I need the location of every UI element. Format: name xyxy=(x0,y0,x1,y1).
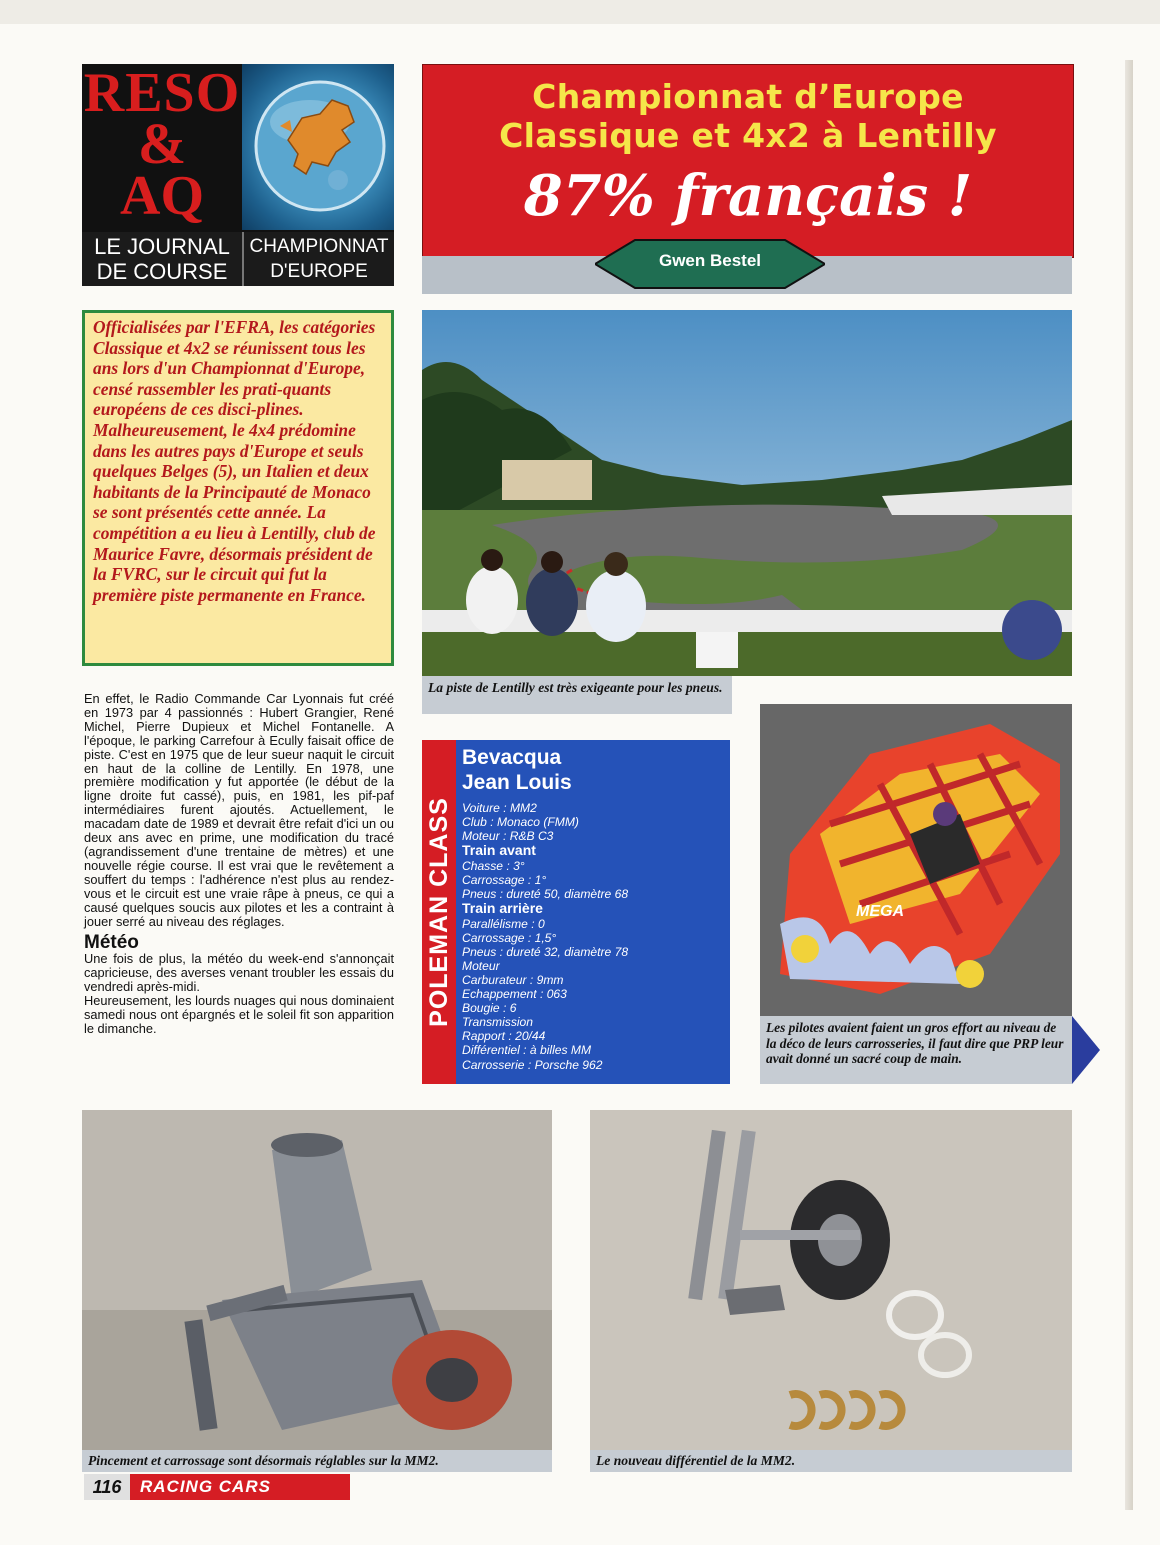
track-photo xyxy=(422,310,1072,676)
logo-subtitle-journal xyxy=(82,232,242,286)
spec-item: Voiture : MM2 xyxy=(462,801,537,815)
track-photo-image xyxy=(422,310,1072,676)
spec-section-heading: Train avant xyxy=(462,842,536,859)
poleman-label: POLEMAN CLASS xyxy=(425,797,453,1027)
spec-item: Echappement : 063 xyxy=(462,987,567,1002)
headline-line-1: Championnat d’Europe xyxy=(532,77,964,116)
car-photo xyxy=(760,704,1072,1016)
track-photo-caption: La piste de Lentilly est très exigeante pour les pneus. xyxy=(422,676,732,714)
logo-subtitle-line-1: LE JOURNAL xyxy=(94,234,230,259)
spec-item: Pneus : dureté 32, diamètre 78 xyxy=(462,944,629,959)
car-decal-text: MEGA xyxy=(856,903,904,920)
europe-globe-icon xyxy=(250,70,390,220)
car-photo-caption: Les pilotes avaient faient un gros effort au niveau de la déco de leurs carrosseries, il faut dire que PRP leur avait donné un sacré coup de main. xyxy=(760,1016,1072,1084)
differential-photo xyxy=(590,1110,1072,1450)
logo-subtitle-line-4: D'EUROPE xyxy=(270,261,368,282)
differential-photo-caption: Le nouveau différentiel de la MM2. xyxy=(590,1450,1072,1472)
page-edge xyxy=(1125,60,1133,1510)
intro-text: Officialisées par l'EFRA, les catégories Classique et 4x2 se réunissent tous les ans lors d'un Championnat d'Europe, censé rassembler les prati-quants européens de ces disci-plines. Malheureusement, le 4x4 prédomine dans les autres pays d'Europe et seuls quelques Belges (5), un Italien et deux habitants de la Principauté de Monaco se sont présentés cette année. La compétition a eu lieu à Lentilly, club de Maurice Favre, désormais président de la FVRC, sur le circuit qui fut la première piste permanente en France. xyxy=(93,317,376,605)
caption-arrow-icon xyxy=(1072,1016,1100,1084)
body-paragraph: En effet, le Radio Commande Car Lyonnais fut créé en 1973 par 4 passionnés : Hubert Grangier, René Michel, Pierre Dupieux et Michel Fontanelle. A l'époque, le parking Carrefour à Ecully faisait office de piste. C'est en 1975 que de leur sueur naquit le circuit en haut de la colline de Lentilly. En 1978, une première modification y fut apportée (le début de la ligne droite fut cassé), puis, en 1981, les pif-paf intermédiaires furent ajoutés. Actuellement, le macadam date de 1989 et devrait être refait d'ici un ou deux ans avec en prime, une modification du tracé (agrandissement d'une trentaine de mètres) et une nouvelle régie course. Il est vrai que le revêtement a souffert du temps : l'adhérence n'est plus au rendez-vous et le circuit est une vraie râpe à pneus, ce qui a causé quelques soucis aux pilotes et les a contraint à jouer serré au niveau des réglages. xyxy=(84,691,394,929)
logo-subtitle-line-3: CHAMPIONNAT xyxy=(249,236,389,257)
spec-item: Bougie : 6 xyxy=(462,1001,517,1016)
spec-item: Carburateur : 9mm xyxy=(462,972,564,987)
spec-item: Différentiel : à billes MM xyxy=(462,1043,592,1058)
spec-item: Club : Monaco (FMM) xyxy=(462,815,579,830)
logo-subtitle-championnat xyxy=(242,232,394,286)
steering-block-image xyxy=(82,1110,552,1450)
spec-item: Moteur xyxy=(462,958,500,973)
previous-page-bleed xyxy=(0,0,1160,24)
setup-specs-list xyxy=(462,801,728,1072)
logo-line-3: AQ xyxy=(120,164,204,227)
spec-section-heading: Train arrière xyxy=(462,900,543,917)
page-number: 116 xyxy=(84,1474,130,1500)
driver-first-name: Jean Louis xyxy=(462,771,572,794)
spec-item: Chasse : 3° xyxy=(462,858,525,873)
driver-last-name: Bevacqua xyxy=(462,746,562,769)
spec-item: Transmission xyxy=(462,1015,534,1030)
car-photo-image xyxy=(760,704,1072,1016)
spec-item: Moteur : R&B C3 xyxy=(462,829,554,844)
headline-main: 87% français ! xyxy=(523,163,973,229)
spec-item: Parallélisme : 0 xyxy=(462,916,545,931)
poleman-box xyxy=(456,740,730,1084)
logo-line-2: & xyxy=(137,111,187,177)
author-byline: Gwen Bestel xyxy=(658,251,762,270)
headline-banner xyxy=(422,64,1074,258)
body-paragraph: Heureusement, les lourds nuages qui nous dominaient samedi nous ont épargnés et le soleil fit son apparition le dimanche. xyxy=(84,993,394,1036)
body-paragraph: Une fois de plus, la météo du week-end s'annonçait capricieuse, des averses venant troubler les essais du vendredi après-midi. xyxy=(84,951,394,995)
section-logo xyxy=(82,64,394,286)
article-body xyxy=(84,692,394,1036)
spec-item: Carrossage : 1,5° xyxy=(462,930,557,945)
steering-block-photo xyxy=(82,1110,552,1450)
spec-item: Carrosserie : Porsche 962 xyxy=(462,1057,603,1072)
poleman-strip xyxy=(422,740,456,1084)
spec-item: Carrossage : 1° xyxy=(462,872,547,887)
spec-item: Pneus : dureté 50, diamètre 68 xyxy=(462,886,629,901)
magazine-logo: RACING CARS xyxy=(130,1474,350,1500)
spec-item: Rapport : 20/44 xyxy=(462,1029,546,1044)
logo-line-1: RESO xyxy=(83,64,241,124)
differential-image xyxy=(590,1110,1072,1450)
intro-box xyxy=(82,310,394,666)
logo-subtitle-line-2: DE COURSE xyxy=(96,259,228,284)
logo-wordmark xyxy=(82,64,242,232)
globe-panel xyxy=(242,64,394,230)
headline-line-2: Classique et 4x2 à Lentilly xyxy=(499,116,997,155)
section-heading-meteo: Météo xyxy=(84,932,139,954)
steering-photo-caption: Pincement et carrossage sont désormais réglables sur la MM2. xyxy=(82,1450,552,1472)
